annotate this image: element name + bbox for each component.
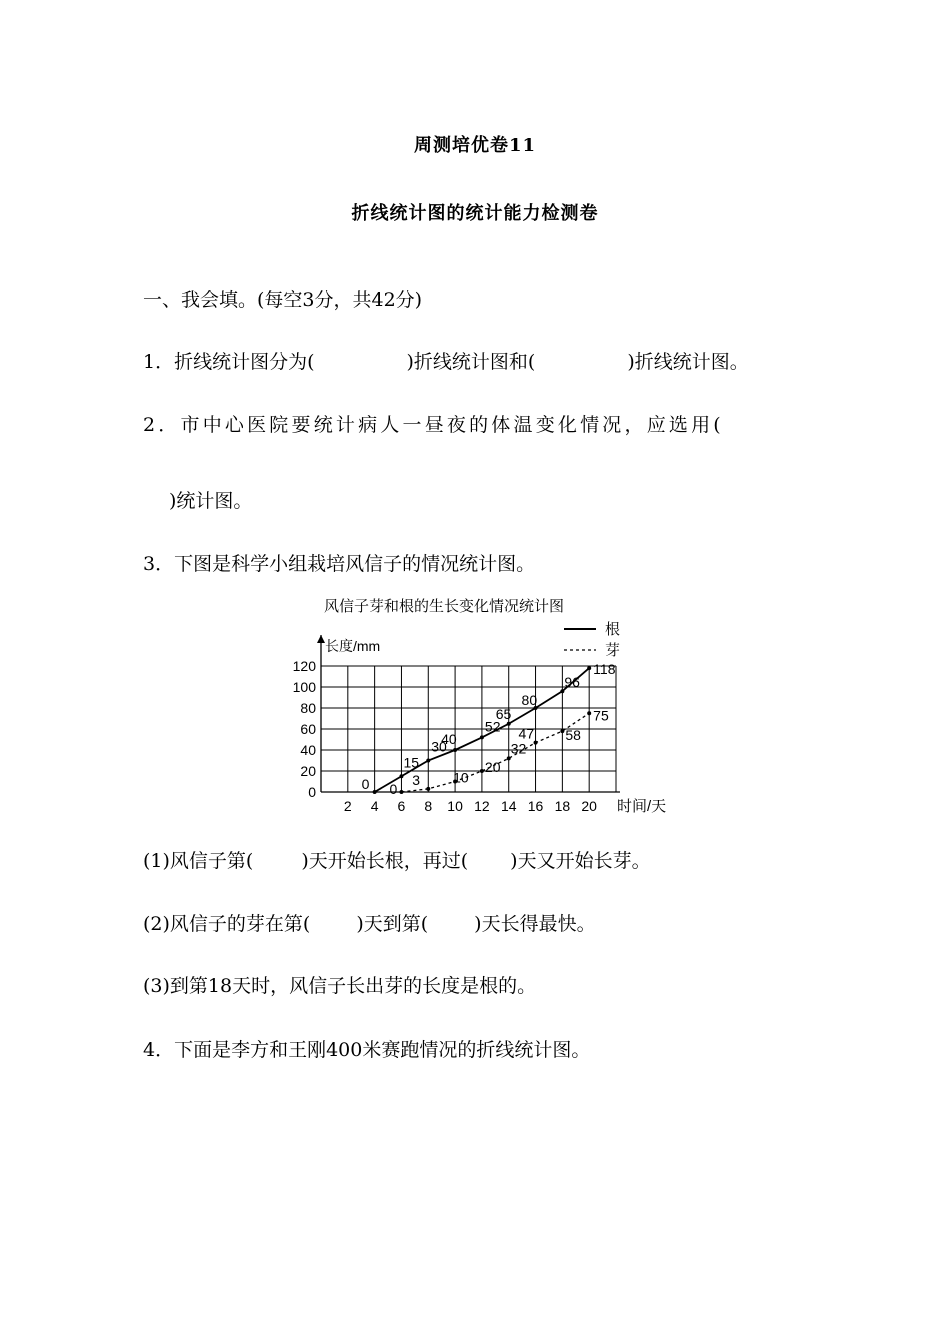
question-3-sub3: (3)到第18天时，风信子长出芽的长度是根的。 [143,975,537,997]
y-tick-label: 20 [300,763,316,779]
bud-data-point [399,790,403,794]
q1-text-c: )折线统计图。 [627,351,749,373]
x-tick-label: 10 [447,798,463,814]
question-2-line1: 2．市中心医院要统计病人一昼夜的体温变化情况，应选用( [143,414,724,436]
section-heading: 一、我会填。(每空3分，共42分) [143,289,423,311]
q1-text-a: 1．折线统计图分为( [143,351,315,373]
root-data-point [453,748,457,752]
question-2-line2 [169,486,252,513]
root-data-point [426,759,430,763]
bud-data-label: 0 [389,781,398,797]
x-tick-label: 2 [343,798,352,814]
bud-data-label: 58 [565,727,581,744]
root-data-label: 118 [593,661,616,678]
question-3-sub1 [143,846,651,873]
root-data-label: 40 [441,731,457,747]
y-tick-label: 60 [300,721,316,737]
chart-title: 风信子芽和根的生长变化情况统计图 [324,598,565,615]
q2-text-b: )统计图。 [169,490,253,512]
question-4-intro: 4．下面是李方和王刚400米赛跑情况的折线统计图。 [143,1039,591,1061]
bud-data-point [534,741,538,745]
y-tick-label: 0 [308,784,316,800]
growth-line-chart [290,593,670,818]
question-1 [143,347,749,374]
bud-data-point [587,711,591,715]
q3-2-text-a: (2)风信子的芽在第( [143,913,311,935]
root-data-point [480,735,484,739]
x-tick-label: 4 [370,798,379,814]
root-data-point [373,790,377,794]
root-data-label: 15 [403,754,420,771]
y-tick-label: 120 [292,658,316,674]
root-data-point [587,666,591,670]
bud-data-label: 10 [453,769,469,786]
root-data-label: 80 [521,692,538,708]
y-axis-arrow [317,635,325,643]
q1-text-b: )折线统计图和( [406,351,536,373]
q3-1-text-b: )天开始长根，再过( [301,850,469,872]
q3-1-text-a: (1)风信子第( [143,850,254,872]
x-tick-label: 6 [397,798,406,814]
y-tick-label: 40 [300,742,316,758]
x-tick-label: 18 [554,798,571,814]
bud-data-label: 32 [510,740,527,757]
bud-data-label: 3 [412,771,421,788]
root-data-label: 30 [431,738,447,755]
legend-root-label: 根 [605,621,621,638]
bud-data-label: 20 [484,759,501,775]
x-tick-label: 8 [424,798,433,814]
y-axis-label: 长度/mm [325,638,381,654]
bud-data-point [480,769,484,773]
q3-1-text-c: )天又开始长芽。 [510,850,651,872]
root-data-label: 0 [361,776,370,792]
bud-data-point [560,729,564,733]
x-tick-label: 16 [527,798,544,814]
x-axis-label: 时间/天 [617,798,667,815]
y-tick-label: 80 [300,700,316,716]
page-subtitle: 折线统计图的统计能力检测卷 [351,203,599,224]
root-data-label: 65 [495,705,512,722]
bud-data-point [426,787,430,791]
q3-2-text-c: )天长得最快。 [474,913,596,935]
y-tick-label: 100 [292,679,316,695]
bud-data-label: 47 [518,725,535,742]
x-tick-label: 20 [581,798,597,814]
q3-2-text-b: )天到第( [356,913,429,935]
root-data-point [507,722,511,726]
x-tick-label: 12 [474,798,490,814]
question-3-intro: 3．下图是科学小组栽培风信子的情况统计图。 [143,553,536,575]
bud-data-point [507,756,511,760]
question-3-sub2 [143,909,596,936]
bud-data-label: 75 [593,707,609,724]
x-tick-label: 14 [500,798,517,814]
root-data-label: 96 [564,674,580,691]
root-data-point [399,774,403,778]
page-title: 周测培优卷11 [413,135,537,156]
legend-bud-label: 芽 [605,642,621,659]
root-data-label: 52 [484,718,501,735]
